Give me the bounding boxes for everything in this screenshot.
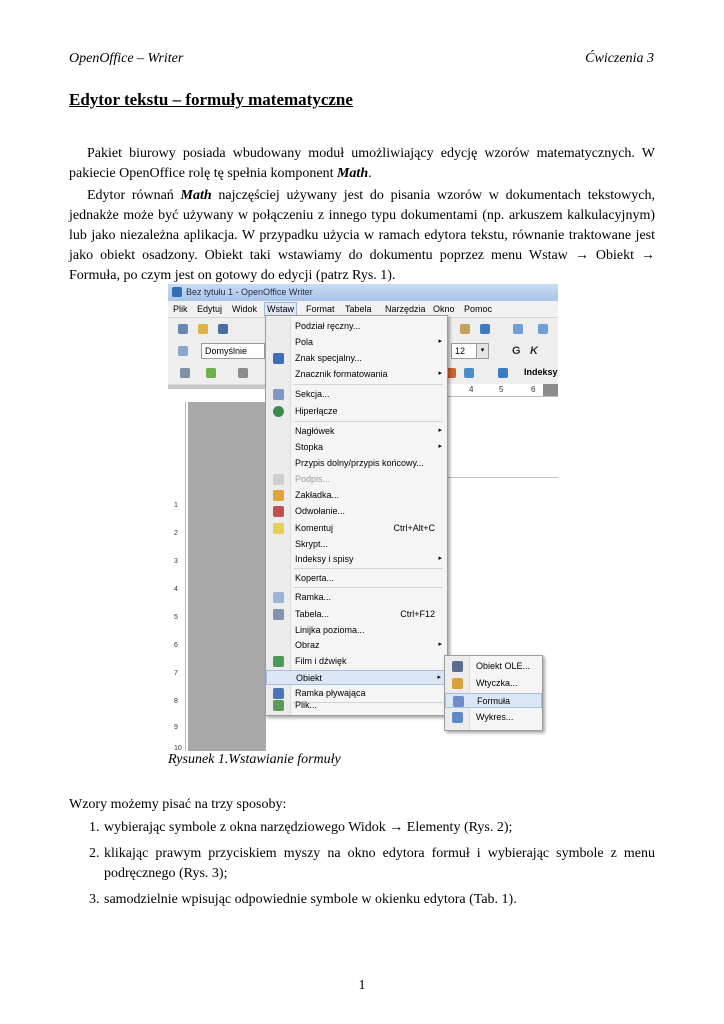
methods-list xyxy=(69,818,655,916)
page-title: Edytor tekstu – formuły matematyczne xyxy=(69,90,353,109)
redo-icon[interactable] xyxy=(538,324,548,334)
paragraph-2: Edytor równań Math najczęściej używany jest do pisania wzorów w dokumentach tekstowych, jednakże może być używany w połączeniu z innego typu dokumentami (np. arkuszem kalkulacyjnym) lub jako niezależna aplikacja. W przypadku użycia w ramach edytora tekstu, równanie traktowane jest jako obiekt osadzony. Obiekt taki wstawiamy do dokumentu poprzez menu Wstaw → Obiekt → Formuła, po czym jest on gotowy do edycji (patrz Rys. 1). xyxy=(69,188,656,283)
menu-format[interactable]: Format xyxy=(306,304,335,314)
new-doc-icon[interactable] xyxy=(178,324,188,334)
border-style-icon[interactable] xyxy=(238,368,248,378)
chart-icon xyxy=(452,712,463,723)
submenu-arrow-icon: ▸ xyxy=(438,443,442,450)
vruler-number: 2 xyxy=(174,530,178,537)
menu-item-floating-frame[interactable]: Ramka pływająca xyxy=(266,686,447,701)
menu-item-table[interactable]: Tabela... Ctrl+F12 xyxy=(266,607,447,622)
menu-edytuj[interactable]: Edytuj xyxy=(197,304,223,314)
menu-tabela[interactable]: Tabela xyxy=(345,304,372,314)
submenu-item-chart[interactable]: Wykres... xyxy=(445,710,542,725)
borders-icon[interactable] xyxy=(206,368,216,378)
cross-reference-icon xyxy=(273,506,284,517)
format-paintbrush-icon[interactable] xyxy=(480,324,490,334)
list-intro: Wzory możemy pisać na trzy sposoby: xyxy=(69,797,287,812)
submenu-arrow-icon: ▸ xyxy=(438,641,442,648)
gallery-icon[interactable] xyxy=(464,368,474,378)
menu-separator xyxy=(293,568,443,569)
media-icon xyxy=(273,656,284,667)
menu-item-comment[interactable]: Komentuj Ctrl+Alt+C xyxy=(266,521,447,536)
submenu-arrow-icon: ▸ xyxy=(438,338,442,345)
submenu-arrow-icon: ▸ xyxy=(437,674,441,681)
menu-item-special-char[interactable]: Znak specjalny... xyxy=(266,351,447,366)
menu-item-cross-reference[interactable]: Odwołanie... xyxy=(266,504,447,519)
font-size-select[interactable] xyxy=(451,343,489,359)
header-right: Ćwiczenia 3 xyxy=(585,51,654,66)
menu-separator xyxy=(293,384,443,385)
vruler-number: 7 xyxy=(174,670,178,677)
bookmark-icon xyxy=(273,490,284,501)
menu-item-picture[interactable]: Obraz ▸ xyxy=(295,640,442,650)
menu-item-script[interactable]: Skrypt... xyxy=(295,539,329,549)
submenu-item-plugin[interactable]: Wtyczka... xyxy=(445,676,542,691)
shortcut-label: Ctrl+Alt+C xyxy=(393,523,435,533)
table-icon[interactable] xyxy=(180,368,190,378)
font-size-value: 12 xyxy=(455,346,466,356)
vruler-number: 4 xyxy=(174,586,178,593)
menu-item-indexes[interactable]: Indeksy i spisy ▸ xyxy=(295,554,442,564)
window-titlebar xyxy=(168,284,558,301)
ole-object-icon xyxy=(452,661,463,672)
menu-plik[interactable]: Plik xyxy=(173,304,188,314)
formula-icon xyxy=(453,696,464,707)
ruler-number: 6 xyxy=(531,385,536,394)
hyperlink-icon xyxy=(273,406,284,417)
menu-item-formatting-mark[interactable]: Znacznik formatowania ▸ xyxy=(295,369,442,379)
menu-item-footnote[interactable]: Przypis dolny/przypis końcowy... xyxy=(295,458,424,468)
special-character-icon xyxy=(273,353,284,364)
file-icon xyxy=(273,700,284,711)
ruler-number: 5 xyxy=(499,385,504,394)
page-background xyxy=(188,402,266,751)
menu-item-hyperlink[interactable]: Hiperłącze xyxy=(266,404,447,419)
table-icon xyxy=(273,609,284,620)
section-icon xyxy=(273,389,284,400)
index-icon[interactable] xyxy=(498,368,508,378)
menu-item-header[interactable]: Nagłówek ▸ xyxy=(295,426,442,436)
italic-button[interactable]: K xyxy=(530,345,538,357)
paragraph-1: Pakiet biurowy posiada wbudowany moduł umożliwiający edycję wzorów matematycznych. W pakiecie OpenOffice rolę tę spełnia komponent Math. xyxy=(69,146,655,181)
styles-icon[interactable] xyxy=(178,346,188,356)
menu-wstaw[interactable]: Wstaw xyxy=(264,302,297,316)
vruler-number: 10 xyxy=(174,745,182,751)
menu-okno[interactable]: Okno xyxy=(433,304,455,314)
menu-item-section[interactable]: Sekcja... xyxy=(266,387,447,402)
menu-item-bookmark[interactable]: Zakładka... xyxy=(266,488,447,503)
app-icon xyxy=(172,287,182,297)
submenu-arrow-icon: ▸ xyxy=(438,427,442,434)
figure-caption: Rysunek 1.Wstawianie formuły xyxy=(168,752,341,767)
list-item: 3. samodzielnie wpisując odpowiednie symbole w okienku edytora (Tab. 1). xyxy=(89,892,517,907)
menu-pomoc[interactable]: Pomoc xyxy=(464,304,493,314)
menu-item-object[interactable]: Obiekt ▸ xyxy=(266,670,447,685)
caption-icon xyxy=(273,474,284,485)
shortcut-label: Ctrl+F12 xyxy=(400,609,435,619)
horizontal-ruler xyxy=(445,384,558,397)
menu-item-frame[interactable]: Ramka... xyxy=(266,590,447,605)
menu-item-footer[interactable]: Stopka ▸ xyxy=(295,442,442,452)
open-folder-icon[interactable] xyxy=(198,324,208,334)
list-item: 1. wybierając symbole z okna narzędziowego Widok → Elementy (Rys. 2); xyxy=(89,820,513,835)
submenu-arrow-icon: ▸ xyxy=(438,370,442,377)
indexes-button[interactable]: Indeksy xyxy=(524,367,558,377)
list-item: 2. klikając prawym przyciskiem myszy na okno edytora formuł i wybierając symbole z menu podręcznego (Rys. 3); xyxy=(89,846,655,881)
insert-menu xyxy=(265,315,448,716)
figure-screenshot xyxy=(168,284,558,751)
vruler-number: 8 xyxy=(174,698,178,705)
page-number: 1 xyxy=(358,978,366,993)
vruler-number: 1 xyxy=(174,502,178,509)
ruler-margin xyxy=(543,384,558,396)
chevron-down-icon[interactable]: ▾ xyxy=(476,344,488,358)
page-edge xyxy=(445,477,558,478)
menu-item-envelope[interactable]: Koperta... xyxy=(295,573,335,583)
menu-item-page-break[interactable]: Podział ręczny... xyxy=(295,321,361,331)
menu-narzedzia[interactable]: Narzędzia xyxy=(385,304,426,314)
submenu-arrow-icon: ▸ xyxy=(438,555,442,562)
vruler-number: 9 xyxy=(174,724,178,731)
vruler-number: 3 xyxy=(174,558,178,565)
menu-item-fields[interactable]: Pola ▸ xyxy=(295,337,442,347)
paste-icon[interactable] xyxy=(460,324,470,334)
bold-button[interactable]: G xyxy=(512,345,521,357)
frame-icon xyxy=(273,592,284,603)
window-title: Bez tytułu 1 - OpenOffice Writer xyxy=(186,287,313,297)
menu-separator xyxy=(293,587,443,588)
vertical-ruler xyxy=(171,402,186,751)
menu-item-caption: Podpis... xyxy=(266,472,447,487)
menu-separator xyxy=(293,421,443,422)
save-icon[interactable] xyxy=(218,324,228,334)
ruler-number: 4 xyxy=(469,385,474,394)
menu-item-movie-sound[interactable]: Film i dźwięk xyxy=(266,654,447,669)
style-select-value: Domyślnie xyxy=(205,346,248,356)
vruler-number: 6 xyxy=(174,642,178,649)
plugin-icon xyxy=(452,678,463,689)
vruler-number: 5 xyxy=(174,614,178,621)
comment-icon xyxy=(273,523,284,534)
header-left: OpenOffice – Writer xyxy=(69,51,184,66)
undo-icon[interactable] xyxy=(513,324,523,334)
submenu-item-formula[interactable]: Formuła xyxy=(445,693,542,708)
style-select[interactable] xyxy=(201,343,265,359)
menu-widok[interactable]: Widok xyxy=(232,304,258,314)
submenu-item-ole-object[interactable]: Obiekt OLE... xyxy=(445,659,542,674)
object-submenu xyxy=(444,655,543,731)
menu-item-horizontal-line[interactable]: Linijka pozioma... xyxy=(295,625,365,635)
menu-item-file[interactable]: Plik... xyxy=(266,698,447,713)
